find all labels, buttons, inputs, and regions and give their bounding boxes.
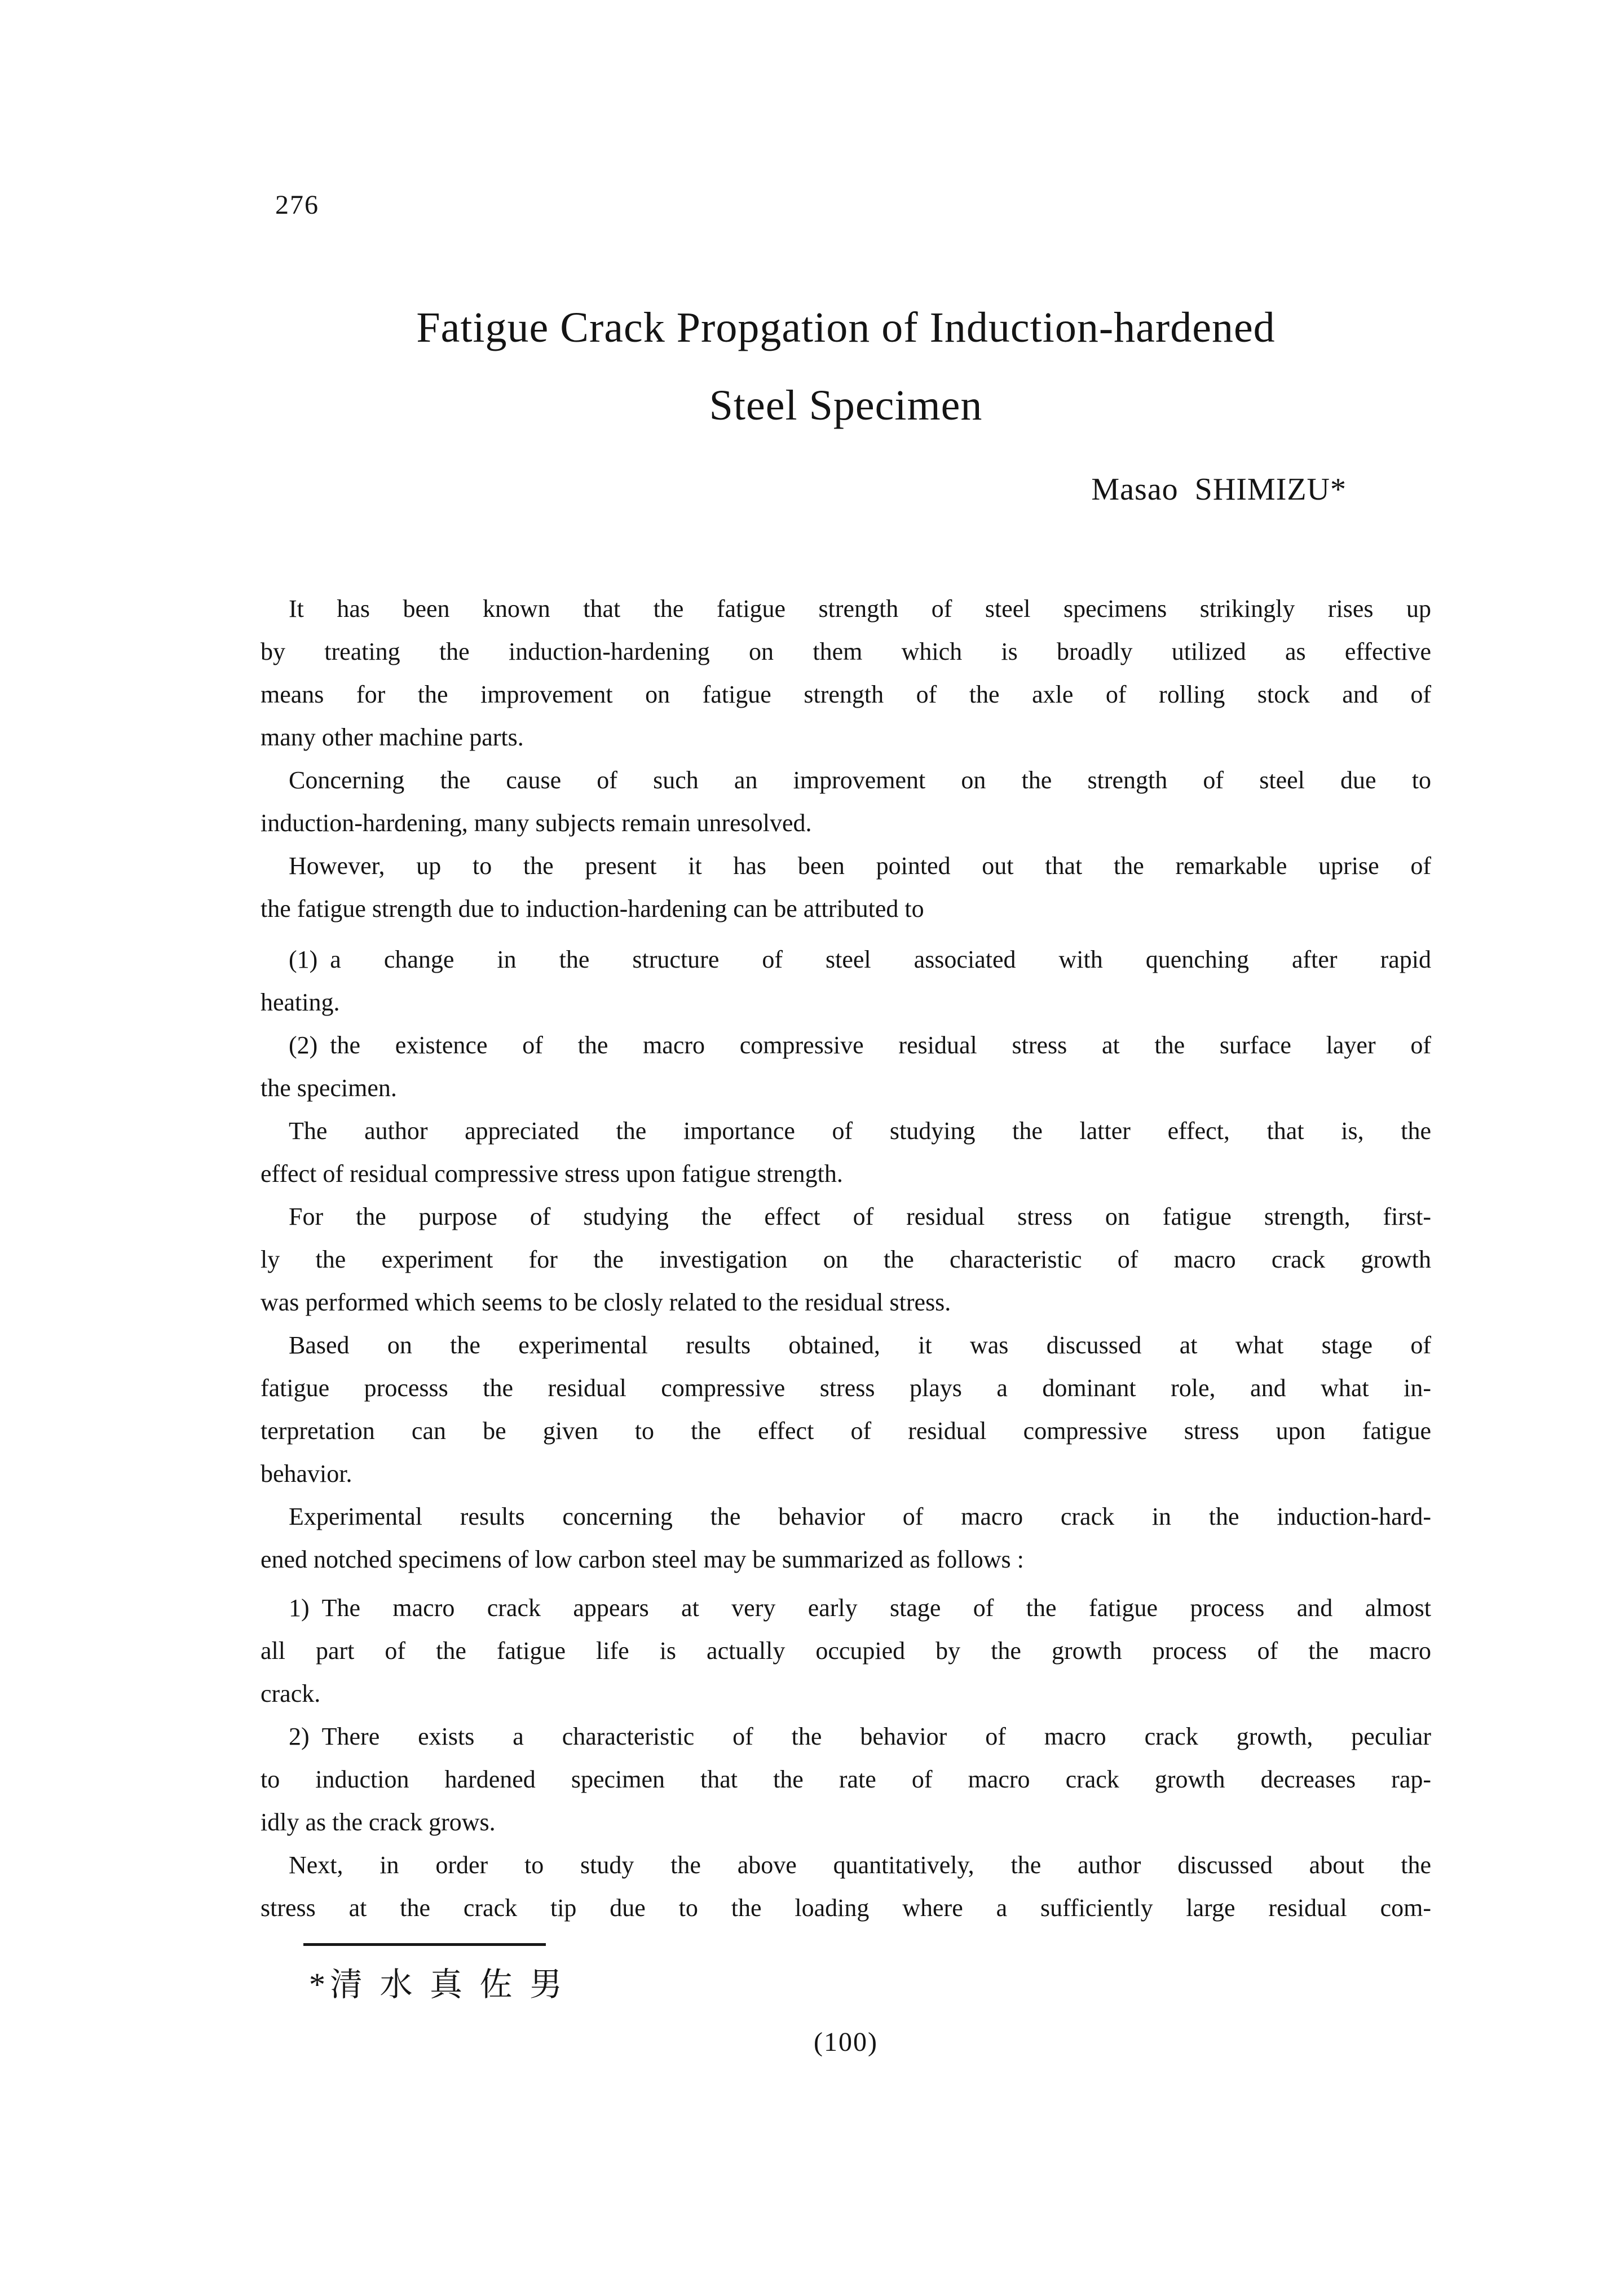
text-line: Next, in order to study the above quantitatively, the author discussed about the — [289, 1851, 1431, 1879]
text-line: ened notched specimens of low carbon steel may be summarized as follows : — [261, 1546, 1024, 1573]
paragraph — [261, 1024, 1431, 1110]
text-line: (1) a change in the structure of steel associated with quenching after rapid — [289, 946, 1431, 973]
paragraph — [261, 1324, 1431, 1495]
text-line: For the purpose of studying the effect of residual stress on fatigue strength, first- — [289, 1203, 1431, 1230]
paragraph — [261, 1110, 1431, 1195]
text-line: many other machine parts. — [261, 723, 524, 751]
footnote-author-kanji: *清 水 真 佐 男 — [309, 1966, 567, 2003]
article-body — [261, 588, 1431, 1930]
text-line: However, up to the present it has been pointed out that the remarkable uprise of — [289, 852, 1431, 880]
text-line: Concerning the cause of such an improvement on the strength of steel due to — [289, 766, 1431, 794]
text-line: 1) The macro crack appears at very early stage of the fatigue process and almost — [289, 1594, 1431, 1622]
article-title-line1: Fatigue Crack Propgation of Induction-hardened — [416, 304, 1276, 351]
paragraph — [261, 1495, 1431, 1581]
paragraph — [261, 1195, 1431, 1324]
article-title-line2: Steel Specimen — [709, 382, 983, 429]
article-title — [261, 289, 1431, 444]
text-line: stress at the crack tip due to the loading where a sufficiently large residual com- — [261, 1894, 1431, 1922]
text-line: 2) There exists a characteristic of the behavior of macro crack growth, peculiar — [289, 1723, 1431, 1750]
text-line: idly as the crack grows. — [261, 1808, 496, 1836]
text-line: the fatigue strength due to induction-hardening can be attributed to — [261, 895, 924, 922]
text-line: Experimental results concerning the behavior of macro crack in the induction-hard- — [289, 1503, 1431, 1530]
text-line: terpretation can be given to the effect of residual compressive stress upon fatigue — [261, 1417, 1431, 1445]
text-line: ly the experiment for the investigation on the characteristic of macro crack growth — [261, 1246, 1431, 1273]
text-line: It has been known that the fatigue strength of steel specimens strikingly rises up — [289, 595, 1431, 623]
paragraph — [261, 1715, 1431, 1844]
paragraph — [261, 759, 1431, 845]
paragraph — [261, 845, 1431, 930]
text-line: by treating the induction-hardening on them which is broadly utilized as effective — [261, 638, 1431, 665]
text-line: effect of residual compressive stress upon fatigue strength. — [261, 1160, 843, 1188]
text-line: was performed which seems to be closly related to the residual stress. — [261, 1288, 951, 1316]
text-line: fatigue processs the residual compressive stress plays a dominant role, and what in- — [261, 1374, 1431, 1402]
folio-page-number: (100) — [814, 2027, 878, 2057]
text-line: Based on the experimental results obtained, it was discussed at what stage of — [289, 1331, 1431, 1359]
page-number-top: 276 — [275, 190, 319, 220]
paragraph — [261, 938, 1431, 1024]
footnote-divider-rule — [303, 1943, 546, 1946]
author-name: Masao SHIMIZU* — [1091, 472, 1347, 507]
text-line: (2) the existence of the macro compressive residual stress at the surface layer of — [289, 1031, 1431, 1059]
text-line: to induction hardened specimen that the rate of macro crack growth decreases rap- — [261, 1765, 1431, 1793]
text-line: The author appreciated the importance of studying the latter effect, that is, the — [289, 1117, 1431, 1145]
text-line: induction-hardening, many subjects remain unresolved. — [261, 809, 812, 837]
text-line: behavior. — [261, 1460, 352, 1488]
paragraph — [261, 588, 1431, 759]
paragraph — [261, 1587, 1431, 1715]
text-line: the specimen. — [261, 1074, 397, 1102]
text-line: heating. — [261, 988, 340, 1016]
paragraph — [261, 1844, 1431, 1930]
text-line: means for the improvement on fatigue strength of the axle of rolling stock and of — [261, 681, 1431, 708]
text-line: all part of the fatigue life is actually occupied by the growth process of the macro — [261, 1637, 1431, 1665]
text-line: crack. — [261, 1680, 321, 1707]
